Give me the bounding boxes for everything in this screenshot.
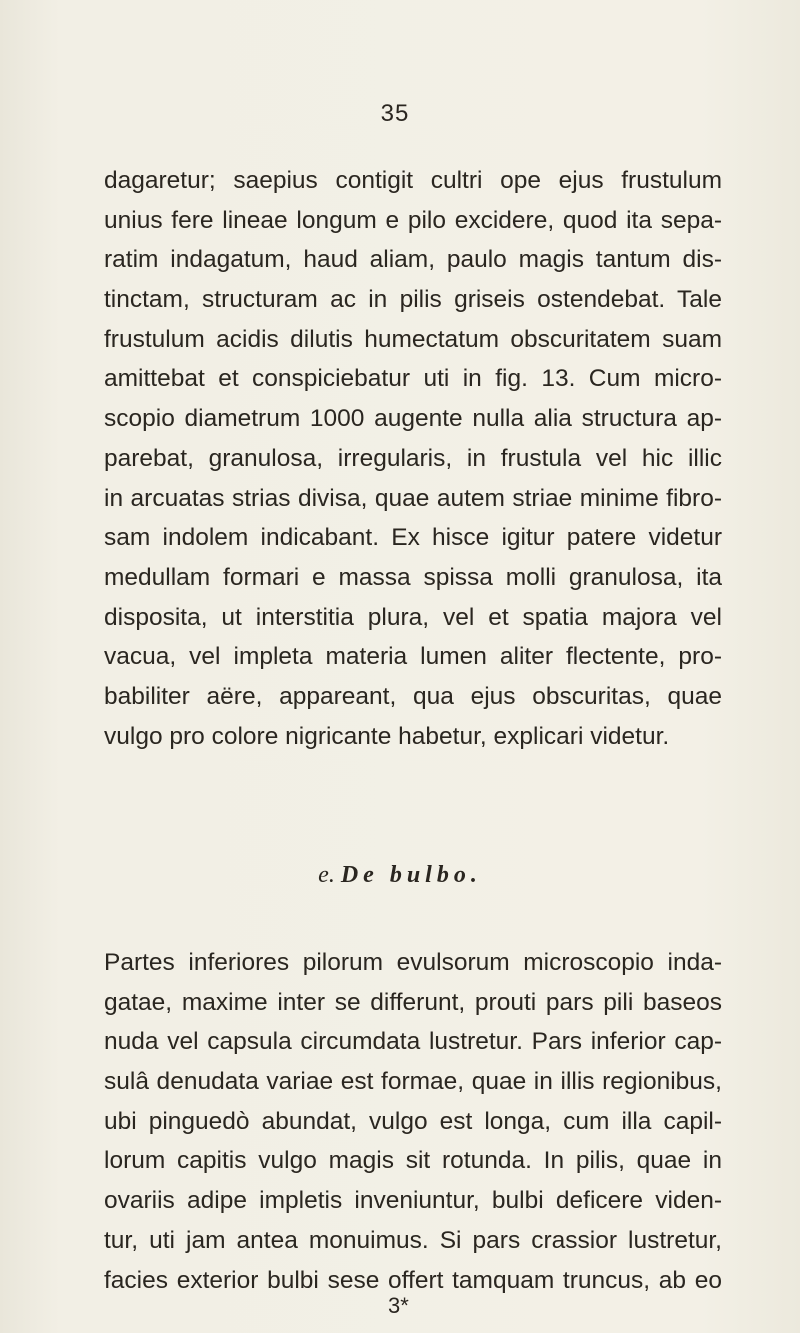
text-line: unius fere lineae longum e pilo excidere, quod ita sepa- (104, 206, 722, 234)
text-line: disposita, ut interstitia plura, vel et spatia majora vel (104, 603, 722, 631)
text-line: vulgo pro colore nigricante habetur, explicari videtur. (104, 722, 670, 750)
text-line: ratim indagatum, haud aliam, paulo magis tantum dis- (104, 246, 722, 274)
text-line: in arcuatas strias divisa, quae autem striae minime fibro- (104, 484, 722, 512)
text-line: nuda vel capsula circumdata lustretur. Pars inferior cap- (104, 1028, 722, 1056)
text-line: medullam formari e massa spissa molli granulosa, ita (104, 563, 722, 591)
paragraph-2 (104, 943, 722, 1300)
text-line: amittebat et conspiciebatur uti in fig. 13. Cum micro- (104, 365, 722, 393)
text-line: ubi pinguedò abundat, vulgo est longa, cum illa capil- (104, 1107, 722, 1135)
text-line: gatae, maxime inter se differunt, prouti pars pili baseos (104, 988, 722, 1016)
page-number: 35 (380, 100, 410, 127)
paragraph-1 (104, 161, 722, 756)
signature-mark: 3* (388, 1293, 409, 1318)
text-line: sulâ denudata variae est formae, quae in illis regionibus, (104, 1068, 722, 1096)
text-line: lorum capitis vulgo magis sit rotunda. In pilis, quae in (104, 1147, 722, 1175)
text-line: facies exterior bulbi sese offert tamquam truncus, ab eo (104, 1266, 722, 1294)
text-line: babiliter aëre, appareant, qua ejus obscuritas, quae (104, 682, 722, 710)
text-line: sam indolem indicabant. Ex hisce igitur patere videtur (104, 524, 722, 552)
section-title: De bulbo. (340, 862, 482, 888)
text-line: tinctam, structuram ac in pilis griseis ostendebat. Tale (104, 286, 722, 314)
text-line: vacua, vel impleta materia lumen aliter flectente, pro- (104, 643, 722, 671)
section-heading (0, 862, 800, 889)
text-line: dagaretur; saepius contigit cultri ope ejus frustulum (104, 167, 722, 194)
text-line: ovariis adipe impletis inveniuntur, bulbi deficere viden- (104, 1187, 722, 1215)
text-line: Partes inferiores pilorum evulsorum microscopio inda- (104, 949, 722, 976)
text-line: frustulum acidis dilutis humectatum obscuritatem suam (104, 325, 722, 353)
text-line: scopio diametrum 1000 augente nulla alia structura ap- (104, 405, 722, 433)
text-line: tur, uti jam antea monuimus. Si pars crassior lustretur, (104, 1226, 722, 1254)
section-letter: e. (318, 862, 335, 888)
text-line: parebat, granulosa, irregularis, in frustula vel hic illic (104, 444, 722, 472)
